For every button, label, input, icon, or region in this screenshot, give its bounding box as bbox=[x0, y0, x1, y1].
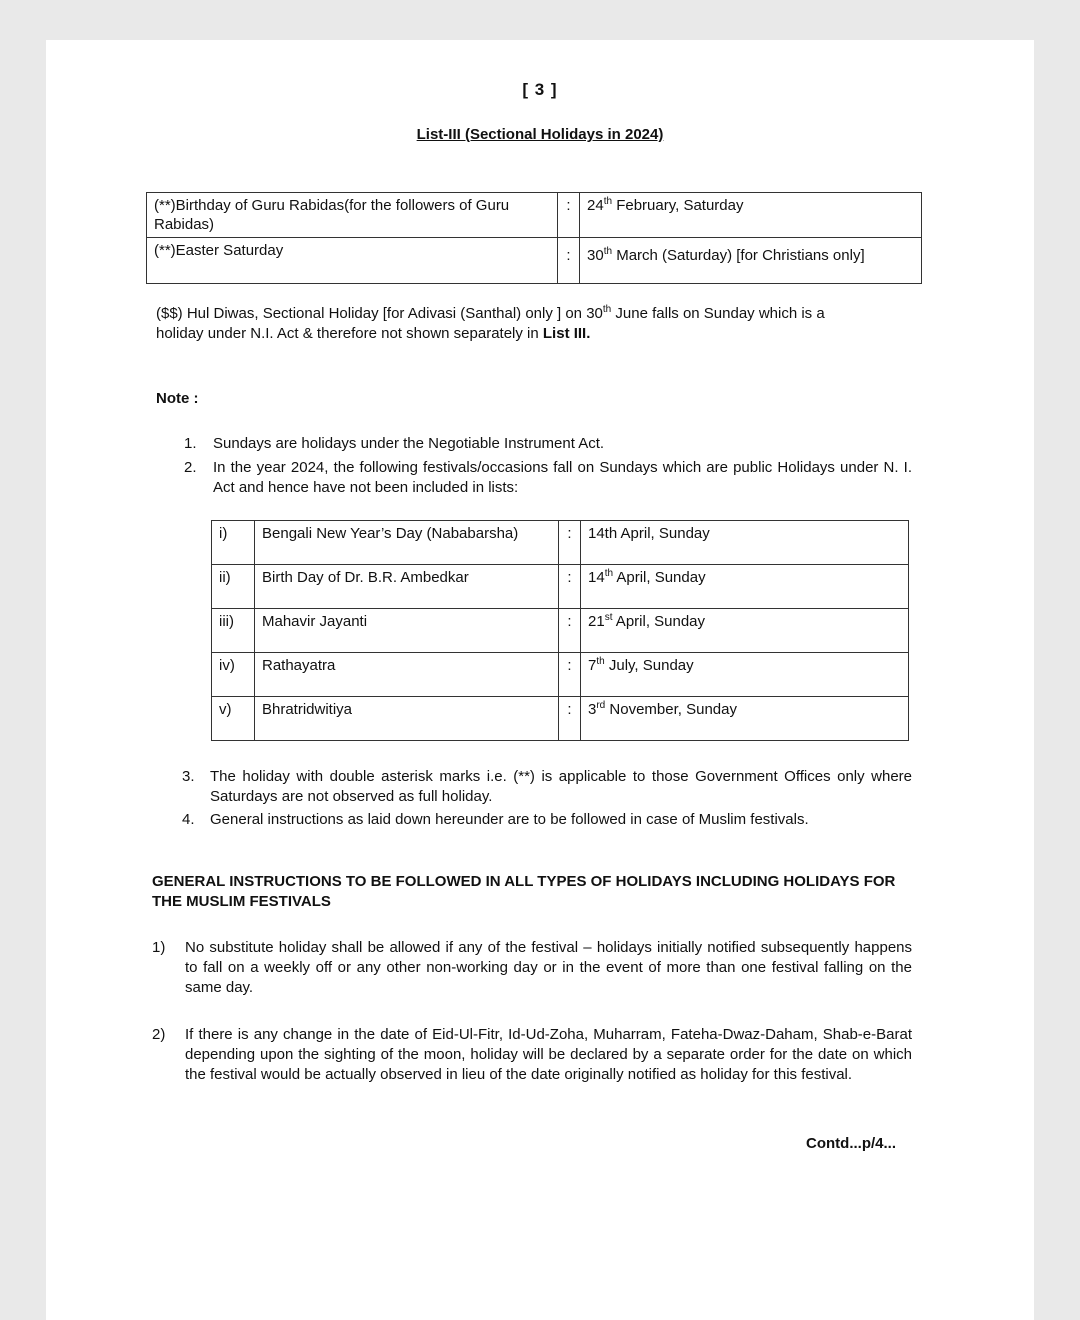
colon: : bbox=[558, 193, 580, 238]
festival-date: 14th April, Sunday bbox=[581, 521, 909, 565]
list-title: List-III (Sectional Holidays in 2024) bbox=[416, 126, 664, 143]
list-item: 1. Sundays are holidays under the Negotiable Instrument Act. bbox=[184, 435, 605, 452]
list-item: 2. In the year 2024, the following festivals/occasions fall on Sundays which are public Holidays under N. I. Act and hence have not been included in lists: bbox=[184, 459, 912, 496]
festival-date: 21st April, Sunday bbox=[581, 609, 909, 653]
table-row bbox=[212, 697, 909, 741]
festival-date: 7th July, Sunday bbox=[581, 653, 909, 697]
holiday-name: (**)Easter Saturday bbox=[147, 238, 558, 284]
colon: : bbox=[559, 521, 581, 565]
colon: : bbox=[559, 697, 581, 741]
row-index: ii) bbox=[212, 565, 255, 609]
festival-name: Birth Day of Dr. B.R. Ambedkar bbox=[255, 565, 559, 609]
table-row bbox=[212, 609, 909, 653]
table-row bbox=[212, 521, 909, 565]
page-number: [ 3 ] bbox=[522, 80, 558, 99]
table-row bbox=[212, 653, 909, 697]
colon: : bbox=[558, 238, 580, 284]
list-item: 2) If there is any change in the date of Eid-Ul-Fitr, Id-Ud-Zoha, Muharram, Fateha-Dwaz-Daham, Shab-e-Barat depending upon the sighting of the moon, holiday will be declared by a separate order for the date on which the festival would be actually observed in lieu of the date originally notified as holiday for this festival. bbox=[152, 1026, 912, 1083]
list-item: 3. The holiday with double asterisk marks i.e. (**) is applicable to those Government Offices only where Saturdays are not observed as full holiday. bbox=[182, 768, 912, 805]
festival-name: Bengali New Year’s Day (Nababarsha) bbox=[255, 521, 559, 565]
holiday-date: 24th February, Saturday bbox=[580, 193, 922, 238]
table-row bbox=[147, 238, 922, 284]
festival-name: Bhratridwitiya bbox=[255, 697, 559, 741]
table-row bbox=[147, 193, 922, 238]
row-index: iii) bbox=[212, 609, 255, 653]
festival-name: Mahavir Jayanti bbox=[255, 609, 559, 653]
festival-name: Rathayatra bbox=[255, 653, 559, 697]
colon: : bbox=[559, 653, 581, 697]
general-instructions-heading: GENERAL INSTRUCTIONS TO BE FOLLOWED IN ALL TYPES OF HOLIDAYS INCLUDING HOLIDAYS FOR THE MUSLIM FESTIVALS bbox=[152, 873, 896, 910]
festival-date: 3rd November, Sunday bbox=[581, 697, 909, 741]
list-item: 4. General instructions as laid down hereunder are to be followed in case of Muslim festivals. bbox=[182, 811, 809, 828]
sectional-holidays-table bbox=[146, 192, 922, 284]
row-index: v) bbox=[212, 697, 255, 741]
row-index: i) bbox=[212, 521, 255, 565]
note-label: Note : bbox=[156, 390, 199, 407]
hul-diwas-paragraph: ($$) Hul Diwas, Sectional Holiday [for Adivasi (Santhal) only ] on 30th June falls on Sunday which is a holiday under N.I. Act & therefore not shown separately in List III. bbox=[156, 304, 825, 342]
festival-date: 14th April, Sunday bbox=[581, 565, 909, 609]
holiday-date: 30th March (Saturday) [for Christians only] bbox=[580, 238, 922, 284]
colon: : bbox=[559, 565, 581, 609]
holiday-name: (**)Birthday of Guru Rabidas(for the followers of Guru Rabidas) bbox=[147, 193, 558, 238]
continued-note: Contd...p/4... bbox=[806, 1135, 896, 1152]
sunday-festivals-table bbox=[211, 520, 909, 741]
row-index: iv) bbox=[212, 653, 255, 697]
colon: : bbox=[559, 609, 581, 653]
list-item: 1) No substitute holiday shall be allowed if any of the festival – holidays initially notified subsequently happens to fall on a weekly off or any other non-working day or in the event of more than one festival falling on the same day. bbox=[152, 939, 912, 996]
table-row bbox=[212, 565, 909, 609]
